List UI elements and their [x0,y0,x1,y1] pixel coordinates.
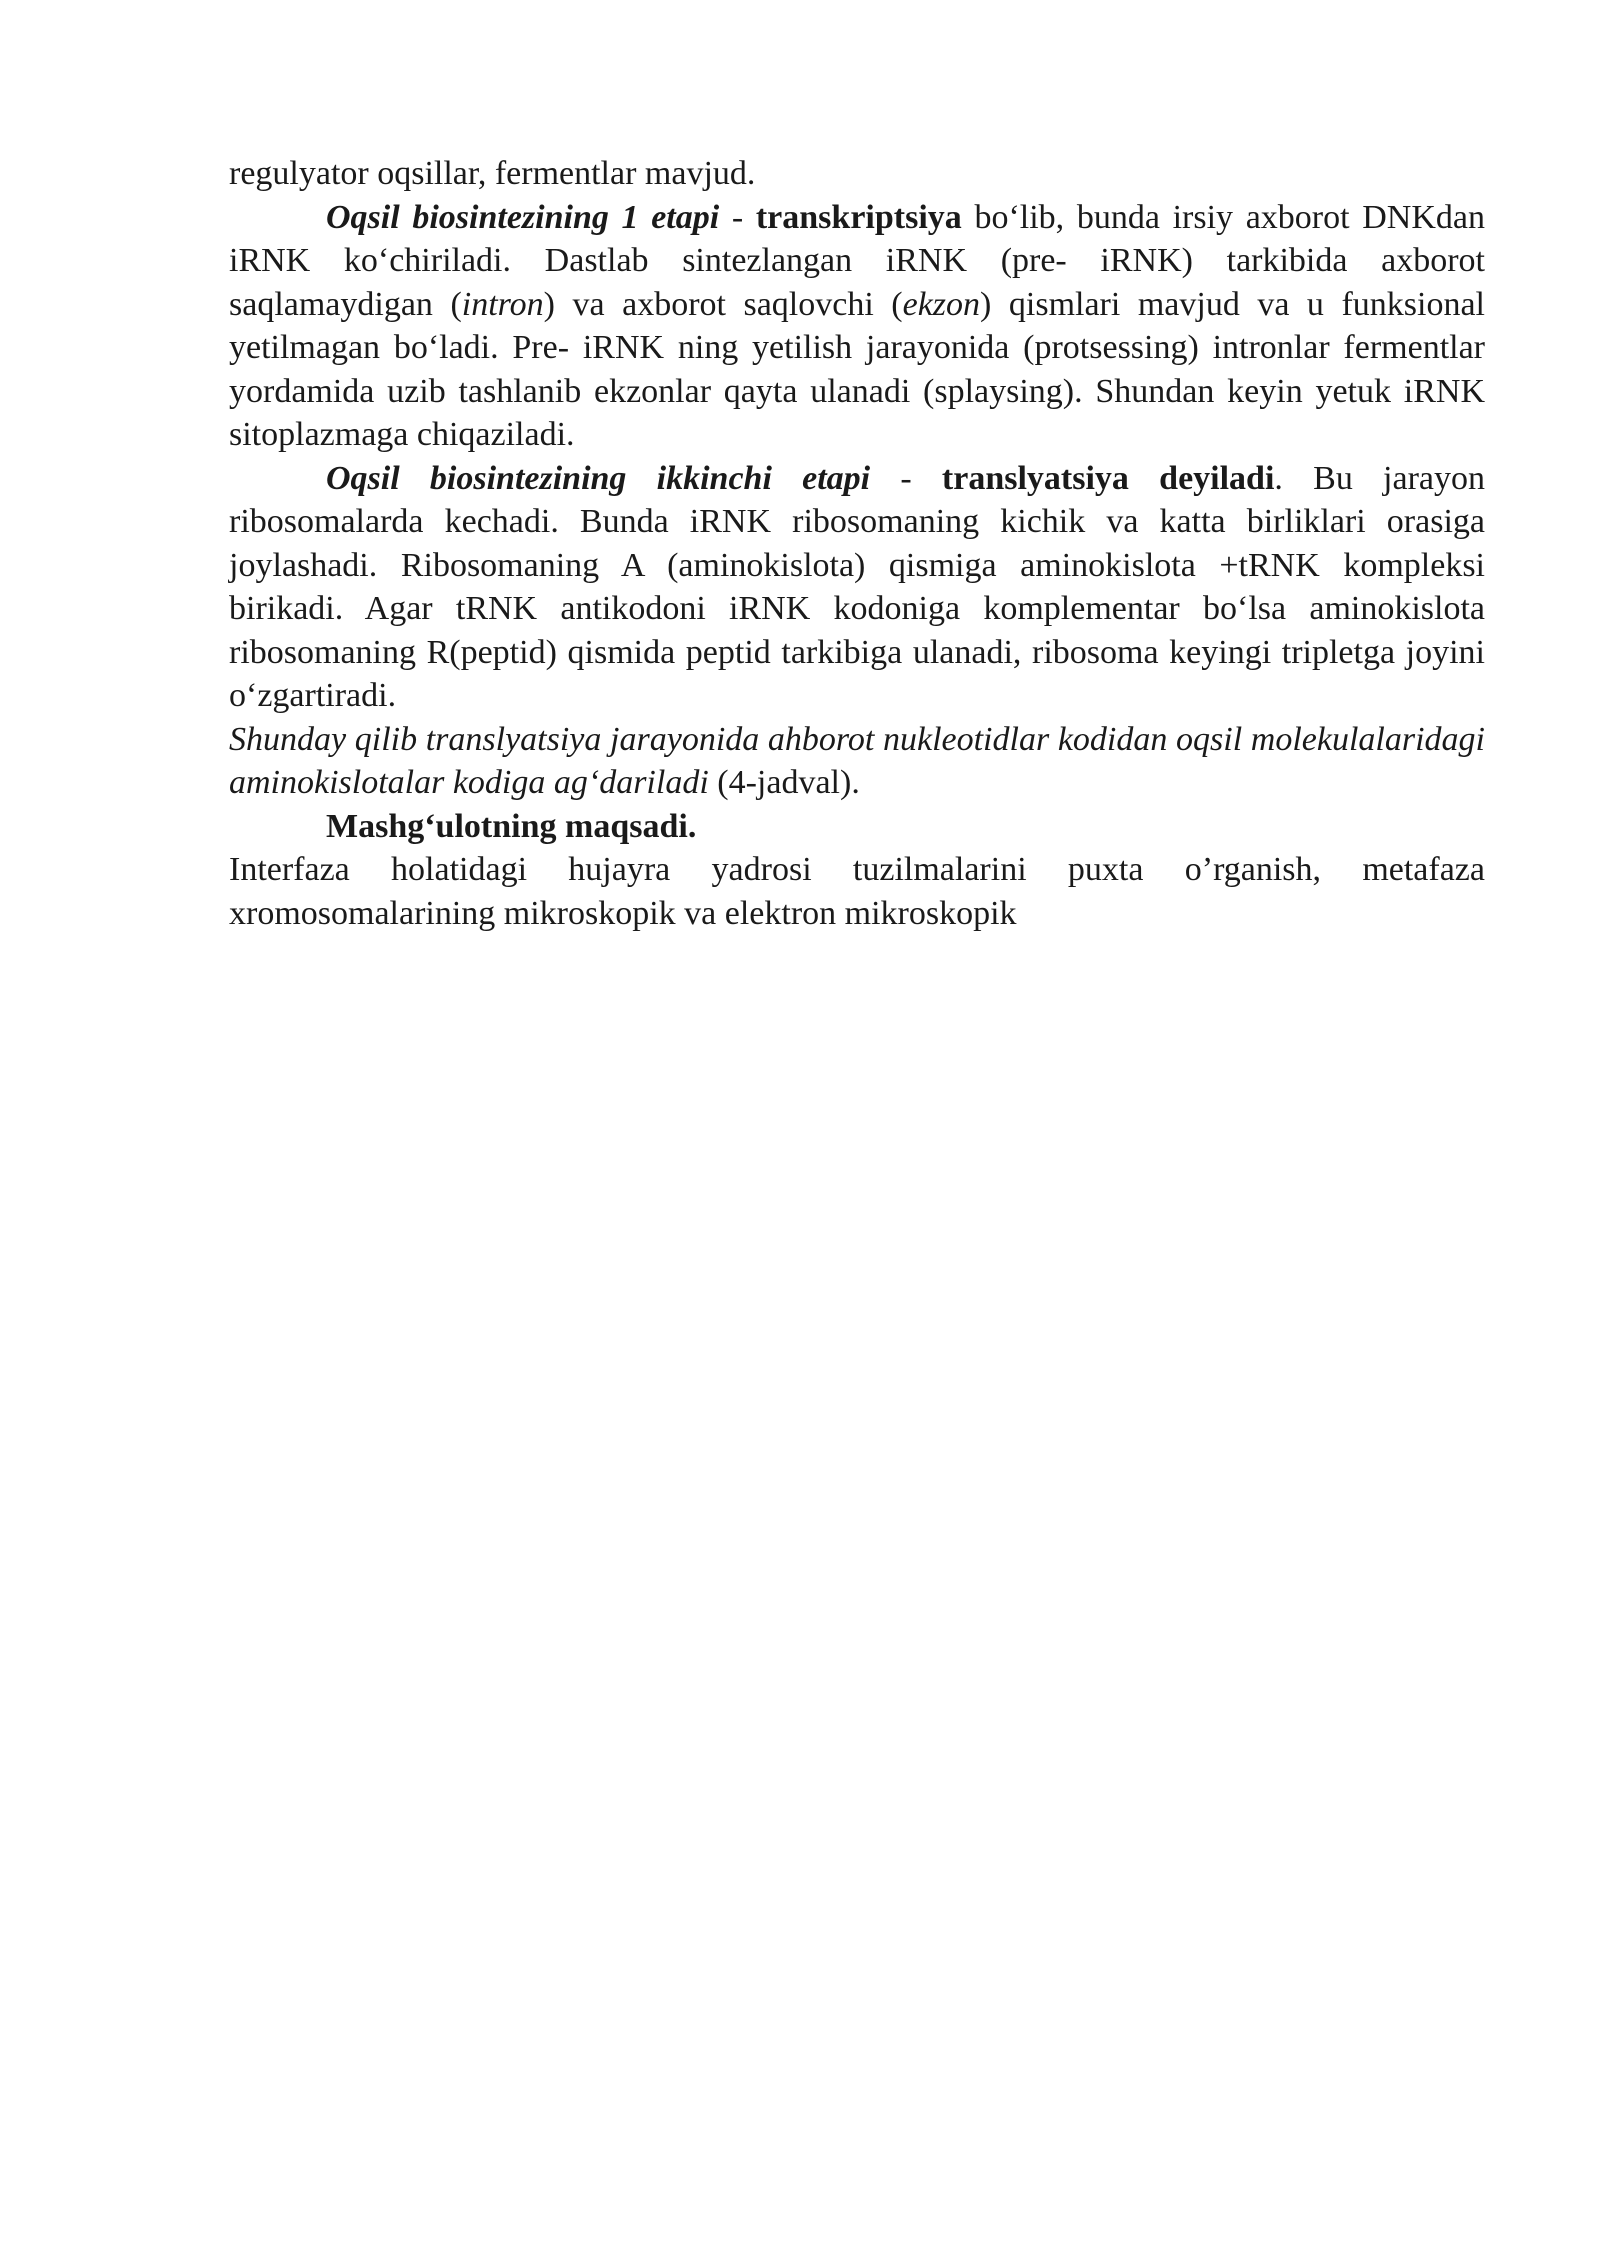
term-translation: translyatsiya deyiladi [941,459,1275,497]
summary-italic-text: Shunday qilib translyatsiya jarayonida ahborot nukleotidlar kodidan oqsil molekulalaridagi aminokislotalar kodiga ag‘dariladi [229,720,1485,801]
term-transcription: transkriptsiya [755,198,962,236]
heading-text: Mashg‘ulotning maqsadi. [326,807,697,845]
term-ekzon: ekzon [902,285,981,323]
paragraph-text: . Bu jarayon ribosomalarda kechadi. Bunda iRNK ribosomaning kichik va katta birliklari orasiga joylashadi. Ribosomaning A (aminokislota) qismiga aminokislota +tRNK kompleksi birikadi. Agar tRNK antikodoni iRNK kodoniga komplementar bo‘lsa aminokislota ribosomaning R(peptid) qismida peptid tarkibiga ulanadi, ribosoma keyingi tripletga joyini o‘zgartiradi. [229,459,1485,714]
paragraph-text: ) qismlari mavjud va u funksional yetilmagan bo‘ladi. Pre- iRNK ning yetilish jarayonida (protsessing) intronlar fermentlar yordamida uzib tashlanib ekzonlar qayta ulanadi (splaysing). Shundan keyin yetuk iRNK sitoplazmaga chiqaziladi. [229,285,1485,453]
paragraph-text: bo‘lib, bunda irsiy axborot DNKdan iRNK ko‘chiriladi. Dastlab sintezlangan iRNK (pre- iRNK) tarkibida axborot saqlamaydigan ( [229,198,1485,323]
stage-two-title: Oqsil biosintezining ikkinchi etapi [326,459,871,497]
paragraph-continuation [229,152,1485,196]
paragraph-text: Interfaza holatidagi hujayra yadrosi tuzilmalarini puxta o’rganish, metafaza xromosomalarining mikroskopik va elektron mikroskopik [229,851,1485,932]
table-reference: (4-jadval). [708,764,860,801]
dash: - [870,459,942,497]
paragraph-text: regulyator oqsillar, fermentlar mavjud. [229,155,756,192]
document-page [229,152,1485,935]
term-intron: intron [461,285,544,323]
paragraph-translation [229,457,1485,718]
paragraph-summary [229,718,1485,805]
paragraph-objective [229,848,1485,935]
paragraph-transcription [229,196,1485,457]
paragraph-text: ) va axborot saqlovchi ( [543,285,903,323]
section-heading [229,805,1485,849]
stage-one-title: Oqsil biosintezining 1 etapi [326,198,720,236]
dash: - [719,198,756,236]
